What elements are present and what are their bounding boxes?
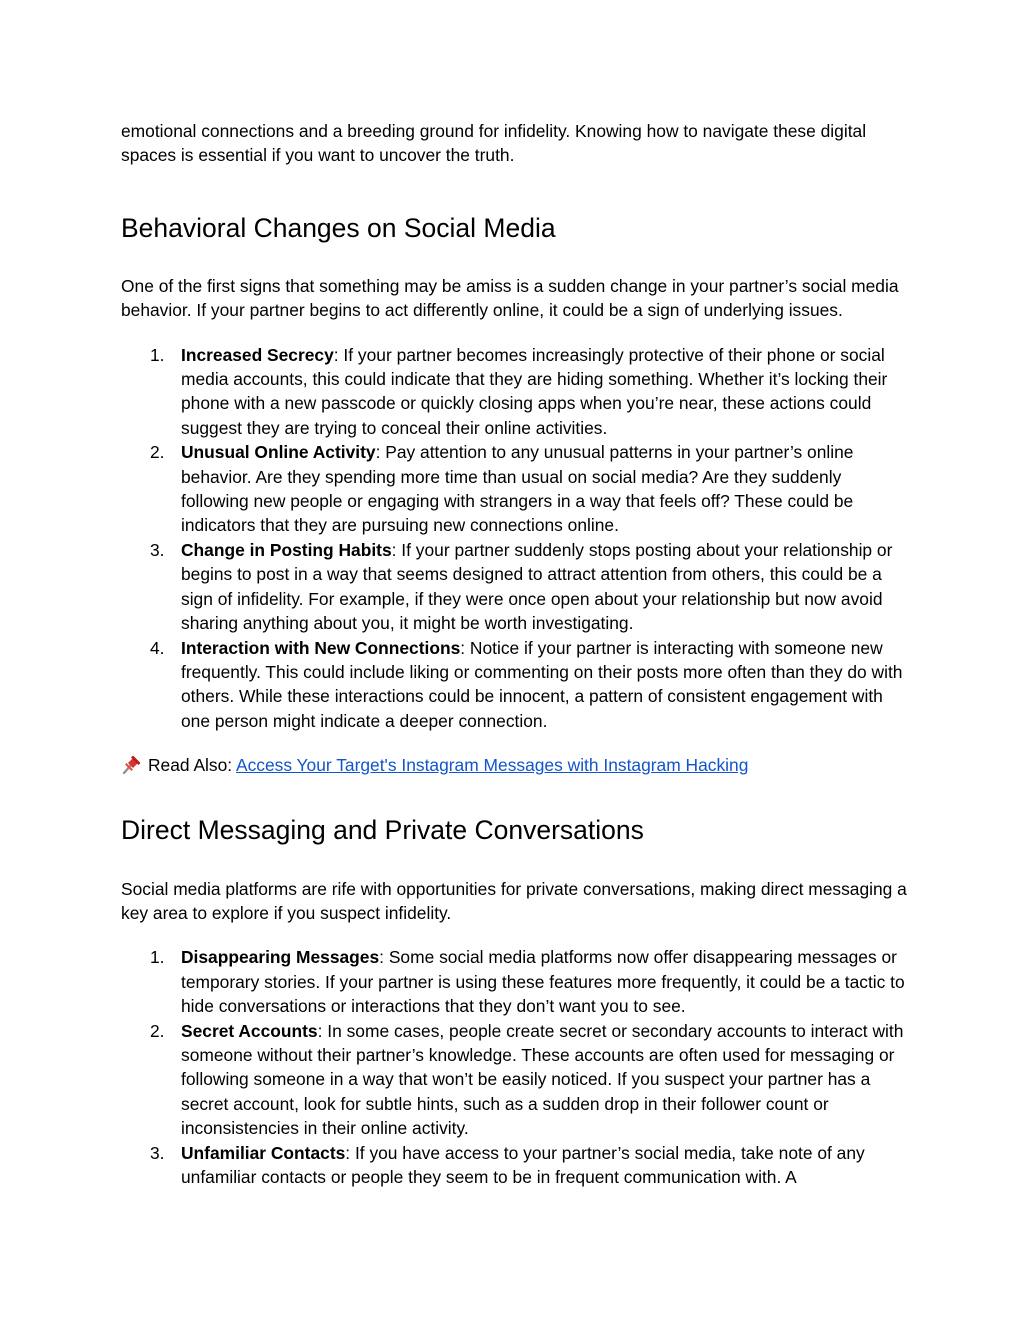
section-heading-direct-messaging: Direct Messaging and Private Conversations bbox=[121, 814, 644, 845]
list-item-term: Change in Posting Habits bbox=[181, 539, 392, 560]
list-item-text: : In some cases, people create secret or secondary accounts to interact with someone without their partner’s knowledge. These accounts are often used for messaging or following someone in a way that won’t be easily noticed. If you suspect your partner has a secret account, look for subtle hints, such as a sudden drop in their follower count or inconsistencies in their online activity. bbox=[181, 1020, 904, 1139]
intro-paragraph: emotional connections and a breeding ground for infidelity. Knowing how to navigate these digital spaces is essential if you want to uncover the truth. bbox=[121, 121, 867, 166]
list-item bbox=[121, 1141, 911, 1190]
pushpin-icon bbox=[121, 753, 143, 775]
read-also-link[interactable]: Access Your Target's Instagram Messages with Instagram Hacking bbox=[235, 755, 749, 776]
list-item-text: : Some social media platforms now offer disappearing messages or temporary stories. If your partner is using these features more frequently, it could be a tactic to hide conversations or interactions that they don’t want you to see. bbox=[181, 947, 905, 1017]
list-item-term: Secret Accounts bbox=[181, 1020, 318, 1041]
read-also-line bbox=[121, 753, 911, 777]
list-item-term: Interaction with New Connections bbox=[181, 637, 461, 658]
section2-intro-paragraph: Social media platforms are rife with opportunities for private conversations, making direct messaging a key area to explore if you suspect infidelity. bbox=[121, 878, 907, 923]
list-item bbox=[121, 440, 911, 538]
section-heading-behavioral-changes: Behavioral Changes on Social Media bbox=[121, 212, 556, 243]
list-item-text: : Pay attention to any unusual patterns in your partner’s online behavior. Are they spending more time than usual on social media? Are they suddenly following new people or engaging with strangers in a way that feels off? These could be indicators that they are pursuing new connections online. bbox=[181, 442, 854, 536]
list-item-term: Increased Secrecy bbox=[181, 344, 334, 365]
list-item bbox=[121, 538, 911, 636]
list-item-text: : If you have access to your partner’s social media, take note of any unfamiliar contacts or people they seem to be in frequent communication with. A bbox=[181, 1142, 865, 1187]
list-item-number: 3. bbox=[150, 1142, 165, 1163]
list-item-term: Unusual Online Activity bbox=[181, 442, 376, 463]
list-item-term: Unfamiliar Contacts bbox=[181, 1142, 346, 1163]
section2-list bbox=[121, 945, 911, 1189]
document-page bbox=[121, 119, 911, 1189]
list-item-number: 2. bbox=[150, 1020, 165, 1041]
read-also-label: Read Also: bbox=[148, 755, 236, 776]
list-item-text: : Notice if your partner is interacting with someone new frequently. This could include liking or commenting on their posts more often than they do with others. While these interactions could be innocent, a pattern of consistent engagement with one person might indicate a deeper connection. bbox=[181, 637, 903, 731]
list-item bbox=[121, 636, 911, 734]
list-item-number: 3. bbox=[150, 539, 165, 560]
list-item bbox=[121, 343, 911, 441]
list-item bbox=[121, 1019, 911, 1141]
list-item-number: 1. bbox=[150, 344, 165, 365]
list-item bbox=[121, 945, 911, 1018]
section1-intro-paragraph: One of the first signs that something may be amiss is a sudden change in your partner’s social media behavior. If your partner begins to act differently online, it could be a sign of underlying issues. bbox=[121, 275, 899, 321]
list-item-number: 1. bbox=[150, 947, 165, 968]
section1-list bbox=[121, 343, 911, 734]
list-item-number: 4. bbox=[150, 637, 165, 658]
list-item-number: 2. bbox=[150, 442, 165, 463]
list-item-text: : If your partner becomes increasingly protective of their phone or social media accounts, this could indicate that they are hiding something. Whether it’s locking their phone with a new passcode or quickly closing apps when you’re near, these actions could suggest they are trying to conceal their online activities. bbox=[181, 344, 888, 438]
list-item-term: Disappearing Messages bbox=[181, 947, 380, 968]
list-item-text: : If your partner suddenly stops posting about your relationship or begins to post in a way that seems designed to attract attention from others, this could be a sign of infidelity. For example, if they were once open about your relationship but now avoid sharing anything about you, it might be worth investigating. bbox=[181, 539, 893, 634]
